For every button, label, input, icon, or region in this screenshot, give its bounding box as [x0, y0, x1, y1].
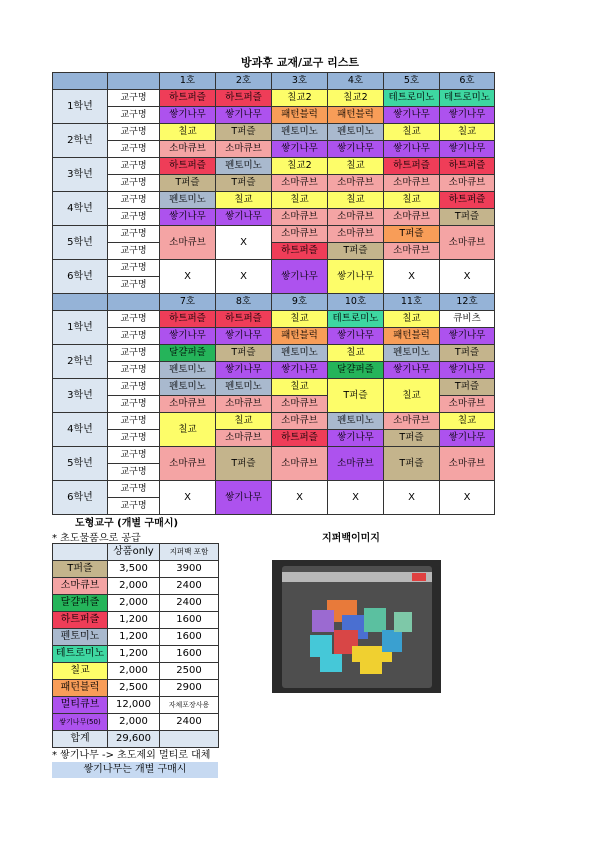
- row-label: 교구명: [108, 345, 160, 362]
- grade-label: 1학년: [53, 311, 108, 345]
- cell: 달걀퍼즐: [328, 362, 384, 379]
- table-row: [53, 107, 495, 124]
- price-item-name: 소마큐브: [53, 578, 108, 595]
- price-with-bag: 1600: [160, 646, 219, 663]
- cell: 쌓기나무: [272, 260, 328, 294]
- row-label: 교구명: [108, 447, 160, 464]
- cell: 칠교: [160, 124, 216, 141]
- replacement-note: * 쌓기나무 -> 초도제외 멀티로 대체: [52, 750, 211, 761]
- cell: 소마큐브: [384, 175, 440, 192]
- cell: 칠교: [328, 192, 384, 209]
- cell: 하트퍼즐: [440, 158, 495, 175]
- room-header: 5호: [384, 73, 440, 90]
- cell: 소마큐브: [160, 396, 216, 413]
- row-label: 교구명: [108, 328, 160, 345]
- cell: X: [216, 260, 272, 294]
- cell: 소마큐브: [160, 447, 216, 481]
- cell: 테트로미노: [440, 90, 495, 107]
- cell: 칠교: [328, 158, 384, 175]
- cell: X: [160, 481, 216, 515]
- cell: 소마큐브: [272, 175, 328, 192]
- row-label: 교구명: [108, 481, 160, 498]
- price-header-only: 상품only: [108, 544, 160, 561]
- cell: 칠교: [384, 379, 440, 413]
- room-header: 11호: [384, 294, 440, 311]
- cell: 펜토미노: [216, 158, 272, 175]
- cell: 쌓기나무: [440, 362, 495, 379]
- price-header-row: [53, 544, 219, 561]
- cell: 쌓기나무: [384, 107, 440, 124]
- cell: T퍼즐: [384, 447, 440, 481]
- row-label: 교구명: [108, 158, 160, 175]
- room-header: 8호: [216, 294, 272, 311]
- room-header-row: [53, 73, 495, 90]
- total-label: 합계: [53, 731, 108, 748]
- cell: 하트퍼즐: [216, 311, 272, 328]
- cell: 소마큐브: [328, 209, 384, 226]
- cell: 펜토미노: [384, 345, 440, 362]
- table-row: [53, 311, 495, 328]
- cell: X: [272, 481, 328, 515]
- cell: 칠교: [384, 124, 440, 141]
- table-row: [53, 379, 495, 396]
- cell: 패턴블럭: [272, 107, 328, 124]
- price-item-name: 멀티큐브: [53, 697, 108, 714]
- cell: 쌓기나무: [440, 430, 495, 447]
- price-item-name: 칠교: [53, 663, 108, 680]
- table-row: [53, 226, 495, 243]
- price-with-bag: 1600: [160, 612, 219, 629]
- cell: 펜토미노: [328, 413, 384, 430]
- cell: 소마큐브: [384, 413, 440, 430]
- price-item-name: 하트퍼즐: [53, 612, 108, 629]
- cell: 큐비츠: [440, 311, 495, 328]
- row-label: 교구명: [108, 311, 160, 328]
- total-value: 29,600: [108, 731, 160, 748]
- table-row: [53, 158, 495, 175]
- cell: 펜토미노: [216, 379, 272, 396]
- cell: 쌓기나무: [440, 107, 495, 124]
- table-row: [53, 430, 495, 447]
- cell: 하트퍼즐: [272, 430, 328, 447]
- cell: T퍼즐: [440, 209, 495, 226]
- table-row: [53, 192, 495, 209]
- cell: 쌓기나무: [272, 362, 328, 379]
- row-label: 교구명: [108, 464, 160, 481]
- room-header: 3호: [272, 73, 328, 90]
- cell: T퍼즐: [440, 379, 495, 396]
- row-label: 교구명: [108, 396, 160, 413]
- grade-label: 2학년: [53, 124, 108, 158]
- price-only: 2,000: [108, 578, 160, 595]
- cell: 쌓기나무: [384, 141, 440, 158]
- row-label: 교구명: [108, 124, 160, 141]
- cell: 쌓기나무: [328, 328, 384, 345]
- supply-note: * 초도물품으로 공급: [52, 533, 141, 544]
- cell: T퍼즐: [440, 345, 495, 362]
- cell: 하트퍼즐: [440, 192, 495, 209]
- cell: 칠교: [384, 311, 440, 328]
- row-label: 교구명: [108, 260, 160, 277]
- header-blank: [53, 73, 108, 90]
- row-label: 교구명: [108, 209, 160, 226]
- cell: 소마큐브: [328, 226, 384, 243]
- price-row: [53, 561, 219, 578]
- cell: 패턴블럭: [384, 328, 440, 345]
- header-blank: [108, 73, 160, 90]
- header-blank: [53, 294, 108, 311]
- row-label: 교구명: [108, 430, 160, 447]
- cell: 쌓기나무: [328, 141, 384, 158]
- row-label: 교구명: [108, 243, 160, 260]
- row-label: 교구명: [108, 226, 160, 243]
- cell: 칠교: [384, 192, 440, 209]
- room-schedule-table: [52, 72, 495, 515]
- room-header-row: [53, 294, 495, 311]
- cell: 테트로미노: [384, 90, 440, 107]
- cell: X: [384, 481, 440, 515]
- cell: 소마큐브: [272, 396, 328, 413]
- cell: X: [216, 226, 272, 260]
- table-row: [53, 328, 495, 345]
- cell: T퍼즐: [216, 124, 272, 141]
- cell: X: [440, 481, 495, 515]
- price-with-bag: 자체포장사용: [160, 697, 219, 714]
- cell: 소마큐브: [272, 447, 328, 481]
- price-only: 1,200: [108, 629, 160, 646]
- cell: T퍼즐: [328, 243, 384, 260]
- cell: 칠교: [216, 413, 272, 430]
- cell: 테트로미노: [328, 311, 384, 328]
- cell: 칠교: [160, 413, 216, 447]
- table-row: [53, 362, 495, 379]
- grade-label: 3학년: [53, 379, 108, 413]
- cell: 소마큐브: [160, 141, 216, 158]
- row-label: 교구명: [108, 141, 160, 158]
- page-title: 방과후 교재/교구 리스트: [241, 56, 359, 69]
- cell: 쌓기나무: [216, 362, 272, 379]
- row-label: 교구명: [108, 498, 160, 515]
- cell: 쌓기나무: [216, 328, 272, 345]
- row-label: 교구명: [108, 362, 160, 379]
- room-header: 9호: [272, 294, 328, 311]
- cell: 소마큐브: [216, 396, 272, 413]
- row-label: 교구명: [108, 175, 160, 192]
- cell: 소마큐브: [440, 447, 495, 481]
- price-header-bag: 지퍼백 포함: [160, 544, 219, 561]
- cell: 소마큐브: [216, 430, 272, 447]
- price-item-name: 쌓기나무(50): [53, 714, 108, 731]
- price-row: [53, 612, 219, 629]
- price-row: [53, 578, 219, 595]
- price-row: [53, 714, 219, 731]
- cell: 칠교2: [272, 90, 328, 107]
- cell: T퍼즐: [216, 447, 272, 481]
- room-header: 10호: [328, 294, 384, 311]
- row-label: 교구명: [108, 413, 160, 430]
- cell: 하트퍼즐: [160, 311, 216, 328]
- cell: 쌓기나무: [328, 430, 384, 447]
- cell: 칠교2: [328, 90, 384, 107]
- price-total-row: [53, 731, 219, 748]
- zipper-bag-photo: [272, 560, 441, 693]
- room-header: 6호: [440, 73, 495, 90]
- cell: 소마큐브: [328, 447, 384, 481]
- cell: T퍼즐: [216, 175, 272, 192]
- cell: 쌓기나무: [440, 141, 495, 158]
- table-row: [53, 243, 495, 260]
- cell: 하트퍼즐: [216, 90, 272, 107]
- price-item-name: 테트로미노: [53, 646, 108, 663]
- table-row: [53, 90, 495, 107]
- grade-label: 2학년: [53, 345, 108, 379]
- price-only: 12,000: [108, 697, 160, 714]
- cell: 소마큐브: [440, 396, 495, 413]
- grade-label: 6학년: [53, 481, 108, 515]
- cell: 쌓기나무: [160, 328, 216, 345]
- price-row: [53, 629, 219, 646]
- cell: 달걀퍼즐: [160, 345, 216, 362]
- table-row: [53, 175, 495, 192]
- cell: X: [160, 260, 216, 294]
- price-table: [52, 543, 219, 748]
- cell: 패턴블럭: [272, 328, 328, 345]
- price-item-name: 패턴블럭: [53, 680, 108, 697]
- cell: 소마큐브: [160, 226, 216, 260]
- price-only: 2,000: [108, 663, 160, 680]
- room-header: 4호: [328, 73, 384, 90]
- cell: 소마큐브: [440, 226, 495, 260]
- price-row: [53, 697, 219, 714]
- price-with-bag: 3900: [160, 561, 219, 578]
- table-row: [53, 481, 495, 498]
- cell: 쌓기나무: [216, 481, 272, 515]
- cell: 펜토미노: [160, 379, 216, 396]
- cell: 쌓기나무: [216, 107, 272, 124]
- bag-image-heading: 지퍼백이미지: [322, 533, 380, 544]
- price-item-name: 펜토미노: [53, 629, 108, 646]
- cell: T퍼즐: [160, 175, 216, 192]
- grade-label: 6학년: [53, 260, 108, 294]
- price-row: [53, 646, 219, 663]
- price-with-bag: 1600: [160, 629, 219, 646]
- tools-heading: 도형교구 (개별 구매시): [75, 518, 179, 529]
- cell: 패턴블럭: [328, 107, 384, 124]
- cell: X: [440, 260, 495, 294]
- row-label: 교구명: [108, 107, 160, 124]
- price-only: 1,200: [108, 646, 160, 663]
- price-with-bag: 2500: [160, 663, 219, 680]
- grade-label: 1학년: [53, 90, 108, 124]
- grade-label: 4학년: [53, 413, 108, 447]
- cell: 쌓기나무: [160, 209, 216, 226]
- cell: 하트퍼즐: [160, 158, 216, 175]
- price-only: 2,000: [108, 595, 160, 612]
- cell: T퍼즐: [328, 379, 384, 413]
- price-with-bag: 2400: [160, 578, 219, 595]
- cell: 소마큐브: [440, 175, 495, 192]
- cell: 하트퍼즐: [272, 243, 328, 260]
- grade-label: 3학년: [53, 158, 108, 192]
- cell: 쌓기나무: [216, 209, 272, 226]
- cell: 소마큐브: [272, 226, 328, 243]
- cell: 소마큐브: [328, 175, 384, 192]
- total-blank: [160, 731, 219, 748]
- table-row: [53, 209, 495, 226]
- cell: 칠교: [272, 192, 328, 209]
- header-blank: [108, 294, 160, 311]
- price-only: 1,200: [108, 612, 160, 629]
- table-row: [53, 345, 495, 362]
- cell: 칠교: [216, 192, 272, 209]
- cell: 하트퍼즐: [384, 158, 440, 175]
- room-header: 12호: [440, 294, 495, 311]
- price-with-bag: 2400: [160, 595, 219, 612]
- cell: 소마큐브: [384, 243, 440, 260]
- row-label: 교구명: [108, 192, 160, 209]
- cell: 쌓기나무: [272, 141, 328, 158]
- cell: 소마큐브: [384, 209, 440, 226]
- cell: 펜토미노: [160, 192, 216, 209]
- row-label: 교구명: [108, 277, 160, 294]
- table-row: [53, 124, 495, 141]
- cell: 쌓기나무: [160, 107, 216, 124]
- cell: 칠교2: [272, 158, 328, 175]
- cell: 칠교: [272, 379, 328, 396]
- cell: 하트퍼즐: [160, 90, 216, 107]
- price-row: [53, 680, 219, 697]
- cell: 소마큐브: [272, 413, 328, 430]
- price-with-bag: 2900: [160, 680, 219, 697]
- cell: 펜토미노: [272, 124, 328, 141]
- cell: 칠교: [272, 311, 328, 328]
- cell: 쌓기나무: [384, 362, 440, 379]
- price-with-bag: 2400: [160, 714, 219, 731]
- price-only: 3,500: [108, 561, 160, 578]
- row-label: 교구명: [108, 379, 160, 396]
- cell: 쌓기나무: [440, 328, 495, 345]
- cell: 펜토미노: [272, 345, 328, 362]
- grade-label: 4학년: [53, 192, 108, 226]
- cell: 칠교: [440, 124, 495, 141]
- room-header: 1호: [160, 73, 216, 90]
- price-only: 2,500: [108, 680, 160, 697]
- cell: T퍼즐: [384, 226, 440, 243]
- grade-label: 5학년: [53, 447, 108, 481]
- row-label: 교구명: [108, 90, 160, 107]
- cell: X: [328, 481, 384, 515]
- price-item-name: 달걀퍼즐: [53, 595, 108, 612]
- cell: T퍼즐: [384, 430, 440, 447]
- room-header: 7호: [160, 294, 216, 311]
- table-row: [53, 141, 495, 158]
- price-row: [53, 595, 219, 612]
- table-row: [53, 447, 495, 464]
- table-row: [53, 413, 495, 430]
- price-only: 2,000: [108, 714, 160, 731]
- cell: T퍼즐: [216, 345, 272, 362]
- purchase-note-box: 쌓기나무는 개별 구매시: [52, 762, 218, 778]
- cell: 펜토미노: [328, 124, 384, 141]
- cell: X: [384, 260, 440, 294]
- cell: 칠교: [440, 413, 495, 430]
- cell: 칠교: [328, 345, 384, 362]
- price-item-name: T퍼즐: [53, 561, 108, 578]
- grade-label: 5학년: [53, 226, 108, 260]
- cell: 쌓기나무: [328, 260, 384, 294]
- cell: 소마큐브: [272, 209, 328, 226]
- room-header: 2호: [216, 73, 272, 90]
- cell: 펜토미노: [160, 362, 216, 379]
- cell: 소마큐브: [216, 141, 272, 158]
- price-row: [53, 663, 219, 680]
- table-row: [53, 260, 495, 277]
- header-blank: [53, 544, 108, 561]
